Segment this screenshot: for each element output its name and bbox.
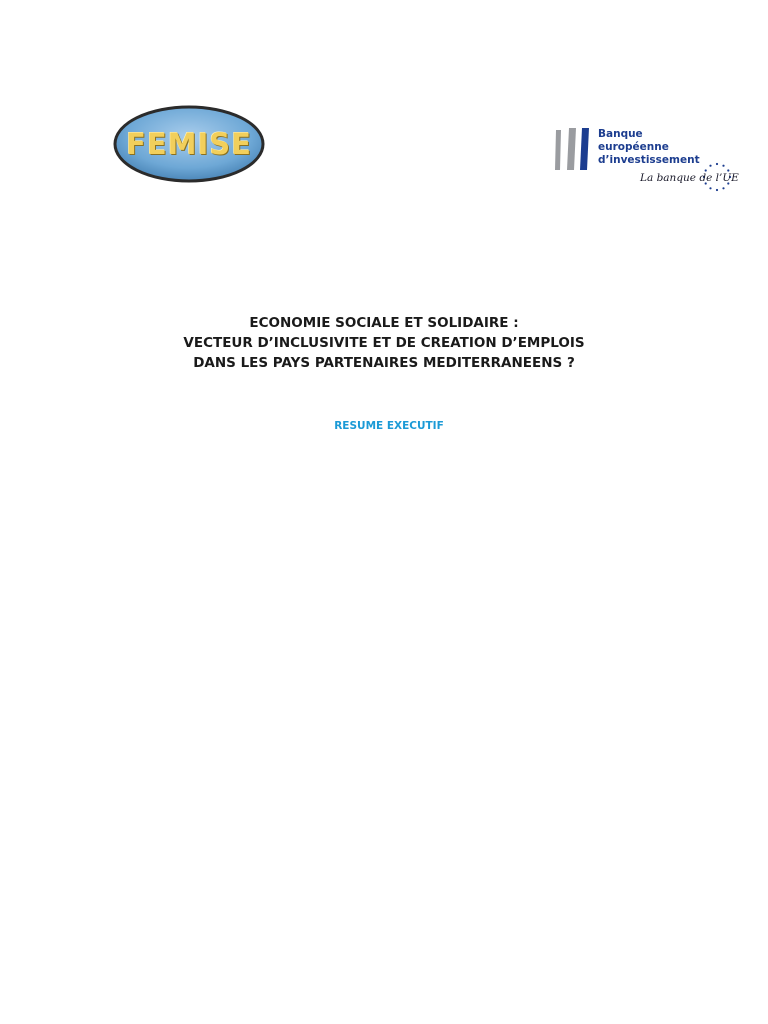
document-subtitle: RESUME EXECUTIF bbox=[334, 420, 444, 432]
bei-name-line: européenne bbox=[598, 141, 669, 153]
femise-logo bbox=[112, 104, 266, 184]
bei-name-line: d’investissement bbox=[598, 154, 700, 166]
femise-logo-text: FEMISE bbox=[126, 127, 252, 161]
title-line: DANS LES PAYS PARTENAIRES MEDITERRANEENS ? bbox=[193, 355, 575, 371]
title-line: VECTEUR D’INCLUSIVITE ET DE CREATION D’EMPLOIS bbox=[183, 335, 585, 351]
bei-tagline: La banque de l’UE bbox=[640, 172, 739, 184]
document-title bbox=[0, 313, 768, 373]
bei-name-line: Banque bbox=[598, 128, 643, 140]
bei-name bbox=[598, 128, 700, 167]
title-line: ECONOMIE SOCIALE ET SOLIDAIRE : bbox=[249, 315, 519, 331]
bei-bars-icon bbox=[552, 126, 594, 172]
bei-logo bbox=[550, 124, 740, 196]
